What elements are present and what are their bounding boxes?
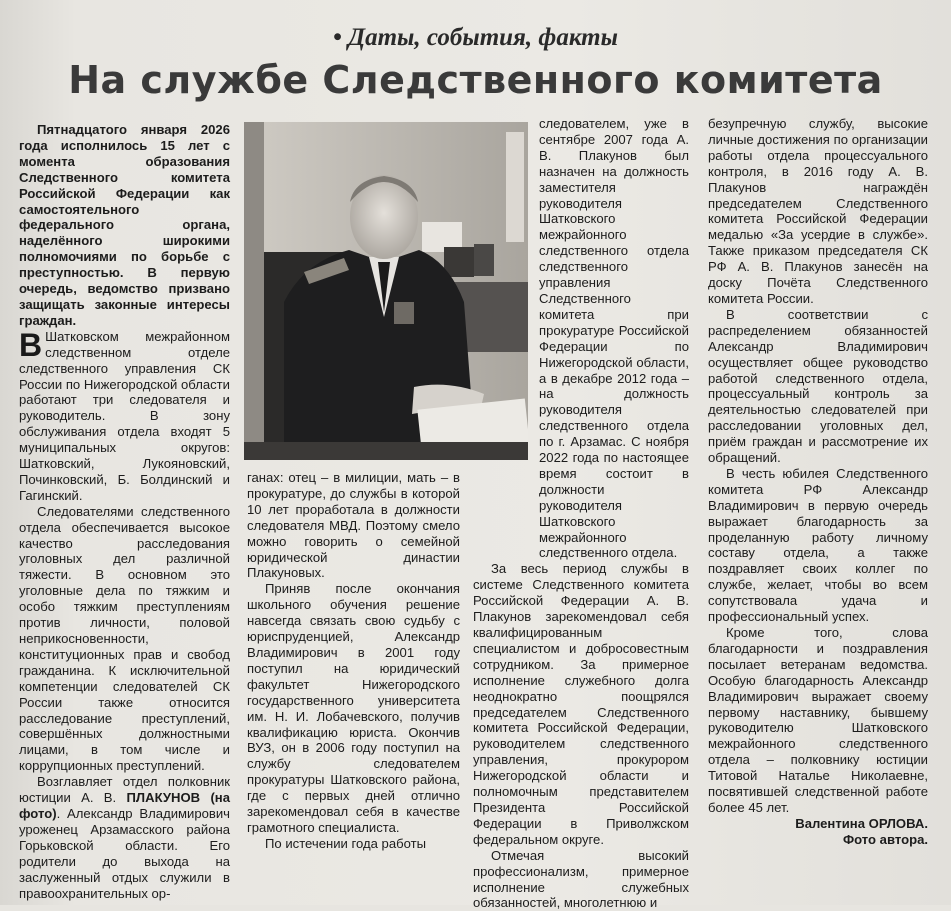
paragraph: Приняв после окончания школьного обучения решение навсегда связать свою судьбу с юриспруденцией, Александр Владимирович в 2001 году поступил на юридический факультет Нижегородского государственного университета им. Н. И. Лобачевского, получив квалификацию юриста. Окончив ВУЗ, он в 2006 году поступил на службу следователем прокуратуры Шатковского района, где с первых дней отлично зарекомендовал себя в качестве грамотного специалиста. (247, 581, 460, 835)
paragraph-dropcap (19, 326, 230, 504)
paragraph: ганах: отец – в милиции, мать – в прокуратуре, до службы в которой 10 лет проработала в должности следователя МВД. Поэтому смело можно говорить о семейной юридической династии Плакуновых. (247, 470, 460, 581)
headline: На службе Следственного комитета (68, 58, 883, 102)
paragraph: следователем, уже в сентябре 2007 года А. В. Плакунов был назначен на должность заместителя руководителя Шатковского межрайонного следственного отдела следственного управления Следственного комитета при прокуратуре Российской Федерации по Нижегородской области, а в декабре 2012 года – на должность руководителя следственного отдела по г. Арзамас. С ноября 2022 года по настоящее время состоит в должности руководителя Шатковского межрайонного следственного отдела. (539, 116, 689, 561)
paragraph-text: Шатковском межрайонном следственном отделе следственного управления СК России по Нижегородской области работают три следователя и руководитель. В зону обслуживания отдела входят 5 муниципальных округов: Шатковский, Лукояновский, Починковский, Б. Болдинский и Гагинский. (19, 328, 230, 503)
lead-paragraph: Пятнадцатого января 2026 года исполнилось 15 лет с момента образования Следственного комитета Российской Федерации как самостоятельного федерального органа, наделённого широкими полномочиями по борьбе с преступностью. В первую очередь, ведомство призвано защищать законные интересы граждан. (19, 122, 230, 328)
column-3 (473, 116, 689, 911)
paragraph: Следователями следственного отдела обеспечивается высокое качество расследования уголовных дел различной тяжести. В основном это уголовные дела по тяжким и особо тяжким преступлениям против личности, половой неприкосновенности, конституционных прав и свобод гражданина. К исключительной компетенции следователей СК России также относится расследование преступлений, совершённых должностными лицами, в том числе и коррупционных преступлений. (19, 503, 230, 774)
paragraph: По истечении года работы (265, 835, 426, 851)
paragraph: Отмечая высокий профессионализм, примерное исполнение служебных обязанностей, многолетнюю и (473, 847, 689, 911)
paragraph: безупречную службу, высокие личные достижения по организации работы отдела процессуального контроля, в 2016 году А. В. Плакунов награждён председателем Следственного комитета Российской Федерации медалью «За усердие в службе». Также приказом председателя СК РФ А. В. Плакунов занесён на доску Почёта Следственного комитета России. (708, 116, 928, 306)
column-2 (247, 470, 460, 865)
column-4 (708, 116, 928, 866)
paragraph: Кроме того, слова благодарности и поздравления посылает ветеранам ведомства. Особую благодарность Александр Владимирович выражает своему первому наставнику, бывшему руководителю Шатковского межрайонного следственного отдела – полковнику юстиции Титовой Наталье Николаевне, посвятившей следственной работе более 45 лет. (708, 625, 928, 815)
rubric: • Даты, события, факты (333, 24, 618, 51)
paragraph: За весь период службы в системе Следственного комитета Российской Федерации А. В. Плакунов зарекомендовал себя квалифицированным специалистом и добросовестным сотрудником. За примерное исполнение служебного долга неоднократно поощрялся председателем Следственного комитета Российской Федерации, руководителем следственного управления, прокурором Нижегородской области и полномочным представителем Президента Российской Федерации в Приволжском федеральном округе. (473, 561, 689, 847)
drop-cap: В (19, 326, 43, 363)
paragraph: В честь юбилея Следственного комитета РФ Александр Владимирович в первую очередь выражает благодарность за проделанную работу личному составу отдела, а также поздравляет своих коллег по службе, желает, чтобы во всем сопутствовала удача и профессиональный успех. (708, 465, 928, 625)
photo-credit: Фото автора. (842, 831, 928, 847)
author-signature: Валентина ОРЛОВА. (795, 815, 928, 831)
subject-name: ПЛАКУНОВ (на фото) (19, 790, 230, 821)
paragraph: В соответствии с распределением обязанностей Александр Владимирович осуществляет общее руководство работой следственного отдела, процессуальный контроль за деятельностью следователей при расследовании уголовных дел, приём граждан и рассмотрение их обращений. (708, 306, 928, 466)
paragraph: Возглавляет отдел полковник юстиции А. В. ПЛАКУНОВ (на фото). Александр Владимирович уроженец Арзамасского района Горьковской области. Его родители до выхода на заслуженный отдых служили в правоохранительных ор- (19, 774, 230, 901)
column-1 (19, 122, 230, 901)
